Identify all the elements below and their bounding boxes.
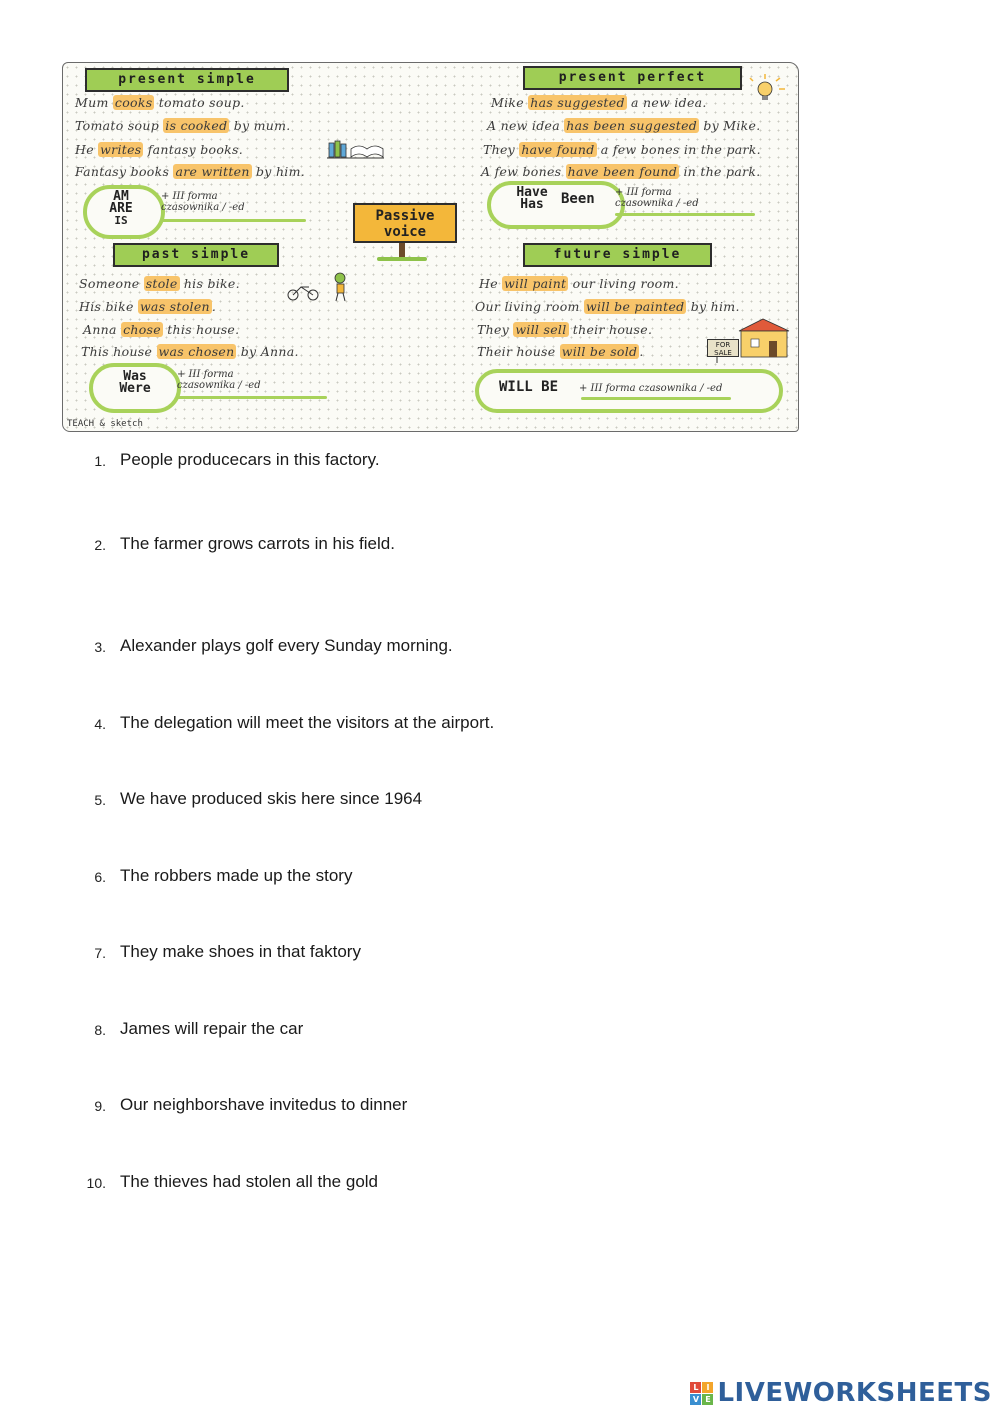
list-item [0, 713, 700, 737]
item-number: 10. [86, 1175, 106, 1191]
item-number: 5. [94, 792, 106, 808]
underline [581, 397, 731, 400]
example-line: He will paint our living room. [479, 276, 679, 291]
item-number: 2. [94, 537, 106, 553]
formula: + III forma czasownika / -ed [579, 383, 723, 394]
list-item [0, 636, 700, 660]
header-present-simple: present simple [85, 68, 289, 92]
books-icon [327, 139, 385, 161]
example-line: Tomato soup is cooked by mum. [75, 118, 291, 133]
example-line: This house was chosen by Anna. [81, 344, 299, 359]
aux-been: Been [561, 191, 595, 207]
header-past-simple: past simple [113, 243, 279, 267]
example-line: He writes fantasy books. [75, 142, 244, 157]
grass [377, 257, 427, 261]
example-line: They have found a few bones in the park. [483, 142, 761, 157]
aux-verbs: Have Has [516, 185, 548, 212]
header-present-perfect: present perfect [523, 66, 742, 90]
lightbulb-icon [749, 71, 789, 107]
underline [161, 219, 306, 222]
example-line: Their house will be sold . [477, 344, 644, 359]
list-item [0, 789, 700, 813]
passive-voice-sign: Passive voice [353, 203, 457, 243]
example-line: Fantasy books are written by him. [75, 164, 306, 179]
example-line: Anna chose this house. [83, 322, 240, 337]
item-number: 6. [94, 869, 106, 885]
item-sentence: Our neighborshave invitedus to dinner [120, 1095, 408, 1114]
item-number: 1. [94, 453, 106, 469]
item-sentence: The delegation will meet the visitors at the airport. [120, 713, 495, 732]
example-line: His bike was stolen . [79, 299, 217, 314]
sketch-credit: TEACH & sketch [67, 419, 143, 429]
item-sentence: They make shoes in that faktory [120, 942, 361, 961]
aux-verbs: Was Were [119, 369, 151, 396]
for-sale-sign: FOR SALE [707, 339, 739, 357]
header-future-simple: future simple [523, 243, 712, 267]
underline [177, 396, 327, 399]
item-sentence: We have produced skis here since 1964 [120, 789, 423, 808]
item-sentence: The robbers made up the story [120, 866, 353, 885]
item-sentence: The farmer grows carrots in his field. [120, 534, 395, 553]
example-line: A new idea has been suggested by Mike. [487, 118, 761, 133]
item-sentence: People producecars in this factory. [120, 450, 380, 469]
item-sentence: The thieves had stolen all the gold [120, 1172, 379, 1191]
watermark-text: LIVEWORKSHEETS [717, 1378, 992, 1408]
list-item [0, 534, 700, 558]
item-number: 7. [94, 945, 106, 961]
example-line: A few bones have been found in the park. [481, 164, 761, 179]
formula: + III forma czasownika / -ed [161, 191, 245, 213]
example-line: Someone stole his bike. [79, 276, 240, 291]
passive-voice-sketchnote [62, 62, 799, 432]
example-line: Mum cooks tomato soup. [75, 95, 245, 110]
item-number: 3. [94, 639, 106, 655]
example-line: Our living room will be painted by him. [475, 299, 740, 314]
list-item [0, 1172, 700, 1196]
list-item [0, 942, 700, 966]
item-number: 8. [94, 1022, 106, 1038]
list-item [0, 1019, 700, 1043]
list-item [0, 866, 700, 890]
liveworksheets-watermark [690, 1378, 992, 1408]
formula: + III forma czasownika / -ed [615, 187, 699, 209]
bike-thief-icon [285, 271, 357, 305]
underline [615, 213, 755, 216]
example-line: They will sell their house. [477, 322, 653, 337]
item-number: 4. [94, 716, 106, 732]
aux-verbs: AM ARE IS [109, 189, 133, 227]
aux-will-be: WILL BE [499, 379, 559, 395]
list-item [0, 1095, 700, 1119]
list-item [0, 450, 700, 474]
item-sentence: Alexander plays golf every Sunday morning. [120, 636, 453, 655]
example-line: Mike has suggested a new idea. [491, 95, 707, 110]
liveworksheets-logo-icon: L I V E [690, 1382, 713, 1405]
item-sentence: James will repair the car [120, 1019, 304, 1038]
formula: + III forma czasownika / -ed [177, 369, 261, 391]
item-number: 9. [94, 1098, 106, 1114]
